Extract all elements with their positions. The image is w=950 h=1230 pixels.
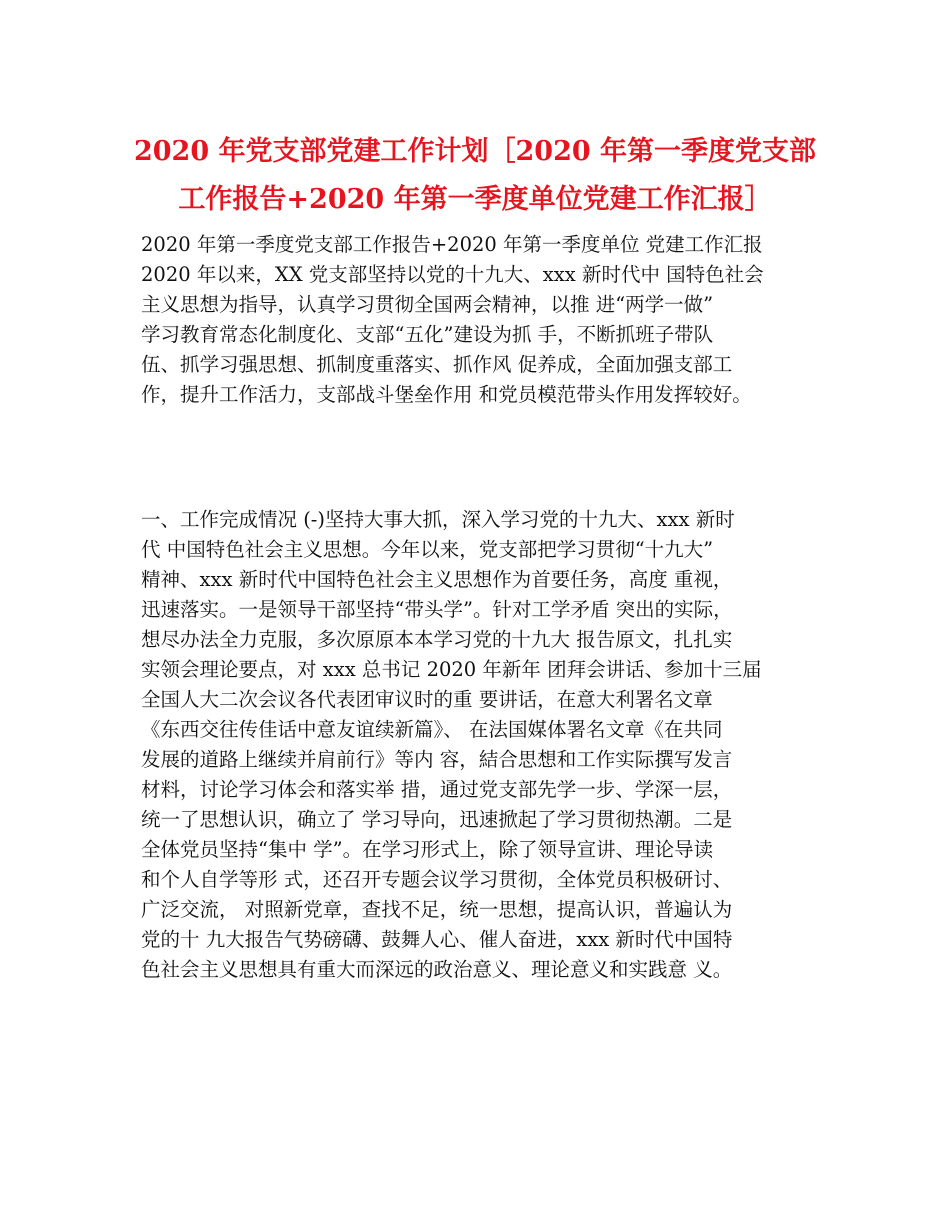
paragraph-line: 全体党员坚持“集中 学”。在学习形式上，除了领导宣讲、理论导读 (141, 838, 714, 861)
document-title-line-2: 工作报告+2020 年第一季度单位党建工作汇报］ (178, 184, 772, 215)
paragraph-line: 2020 年以来，XX 党支部坚持以党的十九大、xxx 新时代中 国特色社会 (141, 263, 764, 286)
paragraph-line: 和个人自学等形 式，还召开专题会议学习贯彻，全体党员积极研讨、 (141, 868, 733, 891)
paragraph-line: 一、工作完成情况 (-)坚持大事大抓，深入学习党的十九大、xxx 新时 (141, 508, 735, 531)
paragraph-line: 色社会主义思想具有重大而深远的政治意义、理论意义和实践意 义。 (141, 958, 733, 981)
paragraph-line: 广泛交流， 对照新党章，查找不足，统一思想，提高认识，普遍认为 (141, 898, 733, 921)
paragraph-line: 材料，讨论学习体会和落实举 措，通过党支部先学一步、学深一层， (141, 778, 733, 801)
paragraph-work-completion (141, 505, 841, 985)
document-title-line-1: 2020 年党支部党建工作计划［2020 年第一季度党支部 (133, 136, 817, 167)
paragraph-line: 代 中国特色社会主义思想。今年以来，党支部把学习贯彻“十九大” (141, 538, 714, 561)
paragraph-line: 主义思想为指导，认真学习贯彻全国两会精神，以推 进“两学一做” (141, 293, 714, 316)
paragraph-line: 伍、抓学习强思想、抓制度重落实、抓作风 促养成，全面加强支部工 (141, 353, 733, 376)
paragraph-line: 作，提升工作活力，支部战斗堡垒作用 和党员模范带头作用发挥较好。 (141, 383, 752, 406)
paragraph-line: 迅速落实。一是领导干部坚持“带头学”。针对工学矛盾 突出的实际， (141, 598, 733, 621)
paragraph-line: 《东西交往传佳话中意友谊续新篇》、 在法国媒体署名文章《在共同 (141, 718, 723, 741)
paragraph-line: 发展的道路上继续并肩前行》等内 容，結合思想和工作实际撰写发言 (141, 748, 733, 771)
paragraph-line: 精神、xxx 新时代中国特色社会主义思想作为首要任务，高度 重视， (141, 568, 733, 591)
paragraph-line: 想尽办法全力克服，多次原原本本学习党的十九大 报告原文，扎扎实 (141, 628, 733, 651)
paragraph-line: 2020 年第一季度党支部工作报告+2020 年第一季度单位 党建工作汇报 (141, 233, 763, 256)
paragraph-line: 党的十 九大报告气势磅礴、鼓舞人心、催人奋进，xxx 新时代中国特 (141, 928, 733, 951)
paragraph-line: 实领会理论要点，对 xxx 总书记 2020 年新年 团拜会讲话、参加十三届 (141, 658, 762, 681)
paragraph-intro (141, 230, 841, 410)
paragraph-line: 全国人大二次会议各代表团审议时的重 要讲话，在意大利署名文章 (141, 688, 713, 711)
paragraph-line: 统一了思想认识，确立了 学习导向，迅速掀起了学习贯彻热潮。二是 (141, 808, 733, 831)
paragraph-line: 学习教育常态化制度化、支部“五化”建设为抓 手，不断抓班子带队 (141, 323, 714, 346)
